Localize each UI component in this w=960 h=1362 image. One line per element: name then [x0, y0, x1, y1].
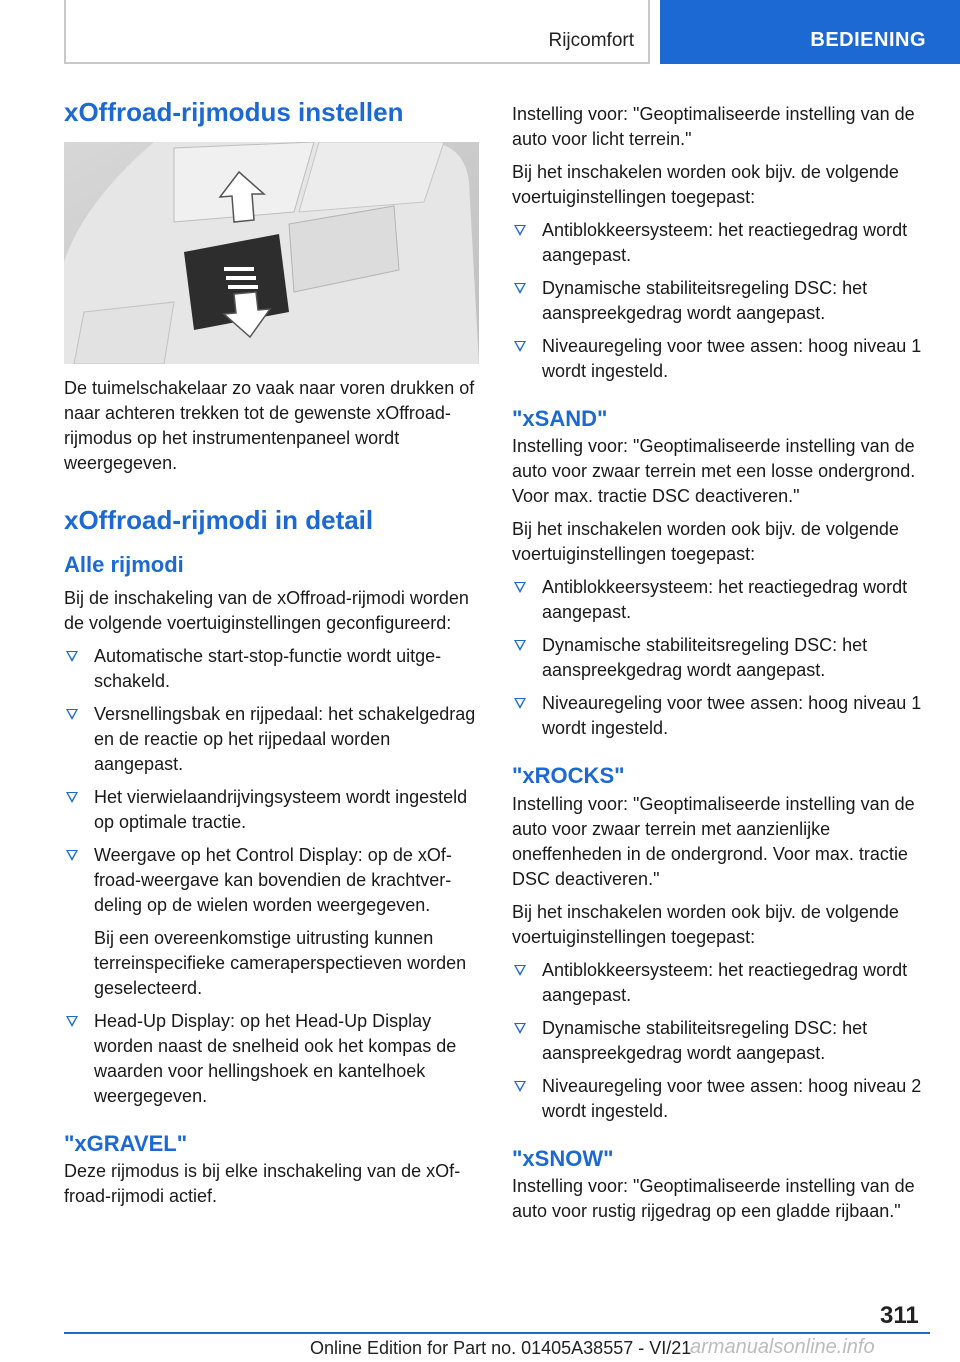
triangle-bullet-icon: [66, 709, 78, 720]
triangle-bullet-icon: [514, 341, 526, 352]
sand-also: Bij het inschakelen worden ook bijv. de volgende voertuiginstellingen toegepast:: [512, 519, 899, 565]
all-modes-title: Alle rijmodi: [64, 551, 184, 577]
list-item: Antiblokkeersysteem: het reactiegedrag wordt aangepast.: [512, 218, 930, 268]
header-chapter-tab: [660, 0, 960, 64]
page-number: 311: [880, 1302, 919, 1329]
rocks-also: Bij het inschakelen worden ook bijv. de volgende voertuiginstellingen toegepast:: [512, 901, 899, 947]
page-title: xOffroad-rijmodus instellen: [64, 97, 404, 127]
rocker-switch-illustration: [64, 142, 479, 364]
list-item: Antiblokkeersysteem: het reactiegedrag wordt aangepast.: [512, 958, 930, 1008]
triangle-bullet-icon: [514, 640, 526, 651]
header-section-box: [64, 0, 650, 64]
triangle-bullet-icon: [66, 792, 78, 803]
rocks-title: "xROCKS": [512, 763, 625, 789]
header-section-title: Rijcomfort: [548, 30, 634, 51]
left-column: [64, 96, 479, 1217]
list-item: Head-Up Display: op het Head-Up Display worden naast de snelheid ook het kompas de waarden voor hellingshoek en kantelhoek weergegeven.: [64, 1009, 479, 1109]
list-item: Dynamische stabiliteitsregeling DSC: het aanspreekgedrag wordt aangepast.: [512, 1016, 930, 1066]
list-item: Niveauregeling voor twee assen: hoog niveau 1 wordt ingesteld.: [512, 334, 930, 384]
list-item: Automatische start-stop-functie wordt uitgeschakeld.: [64, 644, 479, 694]
list-item: Weergave op het Control Display: op de xOffroad-weergave kan bovendien de krachtverdeling op de wielen worden weergegeven. Bij een overeenkomstige uitrusting kunnen terreinspecifieke cameraperspectieven worden geselecteerd.: [64, 843, 479, 1001]
list-item: Dynamische stabiliteitsregeling DSC: het aanspreekgedrag wordt aangepast.: [512, 633, 930, 683]
triangle-bullet-icon: [514, 965, 526, 976]
all-modes-list: [64, 644, 479, 1109]
edition-text: Online Edition for Part no. 01405A38557 - VI/21: [310, 1338, 692, 1358]
section-title: xOffroad-rijmodi in detail: [64, 504, 374, 535]
triangle-bullet-icon: [514, 1023, 526, 1034]
all-modes-text: Bij de inschakeling van de xOffroad-rijmodi worden de volgende voertuiginstellingen geconfigureerd:: [64, 587, 469, 633]
triangle-bullet-icon: [514, 225, 526, 236]
rocks-setting: Instelling voor: "Geoptimaliseerde instelling van de auto voor zwaar terrein met aanzienlijke oneffenheden in de ondergrond. Voor max. tractie DSC deactiveren.": [512, 793, 915, 889]
snow-setting: Instelling voor: "Geoptimaliseerde instelling van de auto voor rustig rijgedrag op een gladde rijbaan.": [512, 1176, 915, 1222]
triangle-bullet-icon: [514, 582, 526, 593]
intro-text: De tuimelschakelaar zo vaak naar voren drukken of naar achteren trekken tot de gewenste xOffroad-rijmodus op het instrumentenpaneel wordt weergegeven.: [64, 377, 475, 473]
gravel-setting: Instelling voor: "Geoptimaliseerde instelling van de auto voor licht terrein.": [512, 104, 915, 149]
triangle-bullet-icon: [514, 1081, 526, 1092]
list-item: Niveauregeling voor twee assen: hoog niveau 1 wordt ingesteld.: [512, 691, 930, 741]
right-column: [512, 102, 930, 1232]
list-item: Het vierwielaandrijvingsysteem wordt ingesteld op optimale tractie.: [64, 785, 479, 835]
sand-title: "xSAND": [512, 406, 608, 431]
list-item: Versnellingsbak en rijpedaal: het schakelgedrag en de reactie op het rijpedaal worden aangepast.: [64, 702, 479, 777]
gravel-list: [512, 218, 930, 384]
list-item: Dynamische stabiliteitsregeling DSC: het aanspreekgedrag wordt aangepast.: [512, 276, 930, 326]
triangle-bullet-icon: [66, 850, 78, 861]
sand-list: [512, 575, 930, 741]
list-item-note: Bij een overeenkomstige uitrusting kunnen terreinspecifieke cameraperspectieven worden geselecteerd.: [94, 927, 467, 998]
footer-divider: [64, 1332, 930, 1334]
list-item: Niveauregeling voor twee assen: hoog niveau 2 wordt ingesteld.: [512, 1074, 930, 1124]
triangle-bullet-icon: [66, 651, 78, 662]
gravel-text: Deze rijmodus is bij elke inschakeling van de xOffroad-rijmodi actief.: [64, 1161, 461, 1207]
gravel-title: "xGRAVEL": [64, 1130, 188, 1156]
triangle-bullet-icon: [514, 283, 526, 294]
gravel-also: Bij het inschakelen worden ook bijv. de volgende voertuiginstellingen toegepast:: [512, 162, 899, 207]
watermark: armanualsonline.info: [690, 1336, 875, 1358]
header-chapter-title: BEDIENING: [810, 29, 926, 51]
sand-setting: Instelling voor: "Geoptimaliseerde instelling van de auto voor zwaar terrein met een losse ondergrond. Voor max. tractie DSC deactiveren.": [512, 436, 916, 507]
triangle-bullet-icon: [66, 1016, 78, 1027]
snow-title: "xSNOW": [512, 1145, 614, 1171]
list-item: Antiblokkeersysteem: het reactiegedrag wordt aangepast.: [512, 575, 930, 625]
rocks-list: [512, 958, 930, 1124]
triangle-bullet-icon: [514, 698, 526, 709]
